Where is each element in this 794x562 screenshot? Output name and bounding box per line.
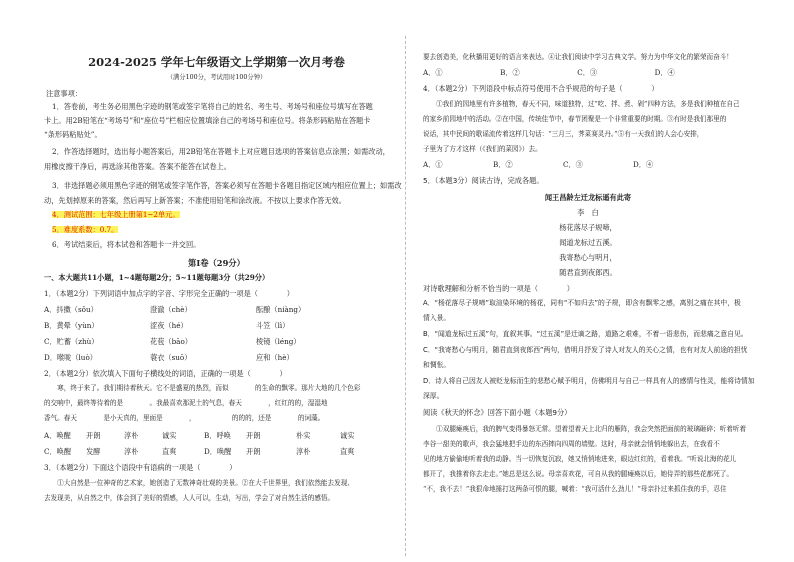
option-line: 深厚。 [423, 392, 444, 400]
passage-line: 的家乡前园地中的活动。②在中国，传统佳节中，春节团聚是一个非常重要的时期。③有时是我们那里的 [423, 115, 727, 123]
passage-line: 香气。春天 是小天真的，里面是 ， 的的的，还是 的词藻。 [44, 414, 325, 422]
option: B．② [493, 160, 513, 169]
option: B．呼唤 [204, 431, 231, 440]
passage-line: 的交响中，最终等待着的是 。我最喜欢那泥土的气息，春天 ，红红的的，湿湿地 [44, 399, 328, 407]
question-stem: 对诗歌理解和分析不恰当的一项是（ ） [423, 284, 574, 293]
option-row [44, 306, 305, 313]
option: 斗笠（lì） [256, 321, 290, 330]
option-line: C．“我寄愁心与明月，随君直到夜郎西”两句，借明月抒发了诗人对友人的关心之情，也有对友人前途的担忧 [423, 346, 748, 354]
option-row [44, 354, 294, 361]
passage-line: 李谷一甜美的歌声，我会猛地把手边的东西摔向四周的墙壁。这时，母亲就会悄悄地躲出去，在我看不 [423, 440, 720, 448]
passage-line: ①大自然是一位神奇的艺术家，她创造了无数神奇壮观的美景。②在大千世界里，我们依然能去发现、 [44, 479, 354, 487]
passage-line: “不，我不去！”我狠命地捶打这两条可恨的腿，喊着：“我可活什么劲儿！”母亲扑过来抓住我的手，忍住 [423, 485, 727, 493]
option-row [44, 322, 289, 329]
question-stem: 4．（本题2分）下列语段中标点符号使用不合乎规范的句子是（ ） [423, 84, 659, 93]
part-heading: 一、本大题共11小题，1~4题每题2分；5~11题每题3分（共29分） [44, 273, 270, 282]
option-row [44, 448, 354, 455]
notice-line: 2．作答选择题时，选出每小题答案后，用2B铅笔在答题卡上对应题目选项的答案信息点涂黑；如需改动， [52, 147, 390, 156]
option: 发酵 [86, 447, 101, 456]
option: 淳朴 [296, 447, 311, 456]
option: 棱镜（léng） [256, 337, 301, 346]
option: D．唤醒 [204, 447, 232, 456]
option: C．唤醒 [44, 447, 72, 456]
option: 开朗 [246, 431, 261, 440]
option: 澄澈（chè） [150, 305, 192, 314]
option: 涩夜（hé） [150, 321, 188, 330]
option: 开朗 [246, 447, 261, 456]
option: C．③ [563, 160, 583, 169]
option: 淳朴 [124, 431, 139, 440]
poem-line: 我寄愁心与明月， [559, 253, 617, 262]
option: B．黄晕（yùn） [44, 321, 99, 330]
passage-line: 见的地方偷偷地听着我的动静。当一切恢复沉寂，她又悄悄地进来，眼边红红的，看着我。“听说北海的花儿 [423, 455, 737, 463]
passage-line: 要去创造美，化秋播用更好的语言来表达。④让我们阅读中学习古典文学。努力为中华文化的繁荣而奋斗！ [423, 53, 733, 61]
option: 开朗 [86, 431, 101, 440]
option-line: 和惆怅。 [423, 361, 451, 369]
passage-line: 寒，终于来了。我们期待着秋天。它不是盛夏的热烈，而似 的生命的飘零。那片大地的几个色彩 [44, 384, 361, 392]
poem-author: 李 白 [577, 208, 599, 217]
passage-line: 说话，其中民间的歌谣流传着这样几句话：“三月三，荠菜赛灵丹。”⑤有一天我们的人会心安排， [423, 130, 704, 138]
option: D．④ [633, 160, 654, 169]
question-stem: 3．（本题2分）下面这个语段中有语病的一项是（ ） [44, 463, 237, 472]
notice-line: 动，先划掉原来的答案，然后再写上新答案；不准使用铅笔和涂改液。不按以上要求作答无效。 [44, 196, 346, 205]
exam-subtitle: （满分100分，考试用时100分钟） [166, 74, 267, 81]
notice-line: 1．答卷前，考生务必用黑色字迹的钢笔或签字笔将自己的姓名、考生号、考场号和座位号填写在答题 [52, 102, 373, 111]
section-heading: 第Ⅰ卷（29分） [188, 258, 245, 268]
passage-line: 去发现美，从自然之中，体会到了美好的情感，人人可以，生动，写出，学会了对自然生活的感悟。 [44, 494, 335, 502]
poem-line: 杨花落尽子规啼， [559, 223, 617, 232]
option: C．贮蓄（zhù） [44, 337, 99, 346]
passage-line: 子里为了方才这样（《我们的菜园》）去。 [423, 145, 542, 153]
question-stem: 5．（本题3分）阅读古诗，完成各题。 [423, 176, 544, 185]
option-line: A．“杨花落尽子规啼”取渲染环境的杨花，同有“不如归去”的子规，即含有飘零之感，离别之痛在其中，极 [423, 299, 741, 307]
option: 直爽 [340, 447, 355, 456]
notice-line: 6．考试结束后，将本试卷和答题卡一并交回。 [52, 240, 201, 249]
option-line: B．“闻道龙标过五溪”句，直叙其事。“过五溪”是迁谪之路，道路之艰难，不着一语悲伤，而悲痛之意自见。 [423, 330, 748, 338]
poem-title: 闻王昌龄左迁龙标遥有此寄 [544, 193, 632, 202]
notice-highlight: 5．难度系数：0.7。 [52, 225, 119, 234]
option: 应和（hè） [256, 353, 294, 362]
option: 酝酿（niàng） [256, 305, 306, 314]
poem-line: 闻道龙标过五溪。 [559, 238, 617, 247]
question-stem: 阅读《秋天的怀念》回答下面小题（本题9分） [423, 408, 572, 417]
option: 花苞（bāo） [150, 337, 192, 346]
option: 朴实 [296, 431, 311, 440]
question-stem: 1．（本题2分）下列词语中加点字的字音、字形完全正确的一项是（ ） [44, 289, 294, 298]
option: 诚实 [162, 431, 177, 440]
option-line: 情入景。 [423, 314, 451, 322]
option: 淳朴 [124, 447, 139, 456]
option-row [44, 432, 354, 439]
notice-line: 用橡皮擦干净后，再选涂其他答案。答案不能答在试卷上。 [44, 162, 231, 171]
notice-line: 3．非选择题必须用黑色字迹的钢笔或签字笔作答，答案必须写在答题卡各题目指定区域内相应位置上；如需改 [52, 181, 402, 190]
option: A．① [423, 160, 443, 169]
option-line: D．诗人将自己因友人被贬龙标而生的悲愁心赋予明月，仿佛明月与自己一样具有人的感情与性灵，能将诗情加 [423, 377, 755, 385]
passage-line: ①双腿瘫痪后，我的脾气变得暴怒无常。望着望着天上北归的雁阵，我会突然把面前的玻璃砸碎；听着听着 [423, 425, 747, 433]
notice-line: 卡上。用2B铅笔在“考场号”和“座位号”栏相应位置填涂自己的考场号和座位号。将条形码粘贴在答题卡 [44, 116, 371, 125]
option: A．抖擞（sǒu） [44, 305, 98, 314]
option: 直爽 [162, 447, 177, 456]
notice-highlight: 4．测试范围：七年级上册第1~2单元。 [52, 210, 180, 219]
poem-line: 随君直到夜郎西。 [559, 268, 617, 277]
option-row [44, 338, 301, 345]
option-row [423, 161, 653, 168]
passage-line: ①我们的园地里有许多植物，春天不同，味道独特，过“吃、拌、煮、剁”四种方法，多是我们种植在自己 [423, 100, 740, 108]
notice-line: “条形码粘贴处”。 [44, 130, 102, 139]
option: A．唤醒 [44, 431, 71, 440]
passage-line: 都开了，我推着你去走走。”她总是这么说。母亲喜欢花，可自从我的腿瘫痪以后，她侍弄的那些花都死了。 [423, 470, 733, 478]
option-row: A．① B．② C．③ D．④ [423, 68, 675, 77]
question-stem: 2．（本题2分）依次填入下面句子横线处的词语，正确的一项是（ ） [44, 369, 287, 378]
exam-title: 2024-2025 学年七年级语文上学期第一次月考卷 [88, 55, 345, 69]
option: D．喉咙（luò） [44, 353, 97, 362]
option: 蓑衣（suō） [150, 353, 192, 362]
notice-label: 注意事项： [46, 89, 82, 98]
column-divider [405, 36, 406, 556]
option: 诚实 [340, 431, 355, 440]
